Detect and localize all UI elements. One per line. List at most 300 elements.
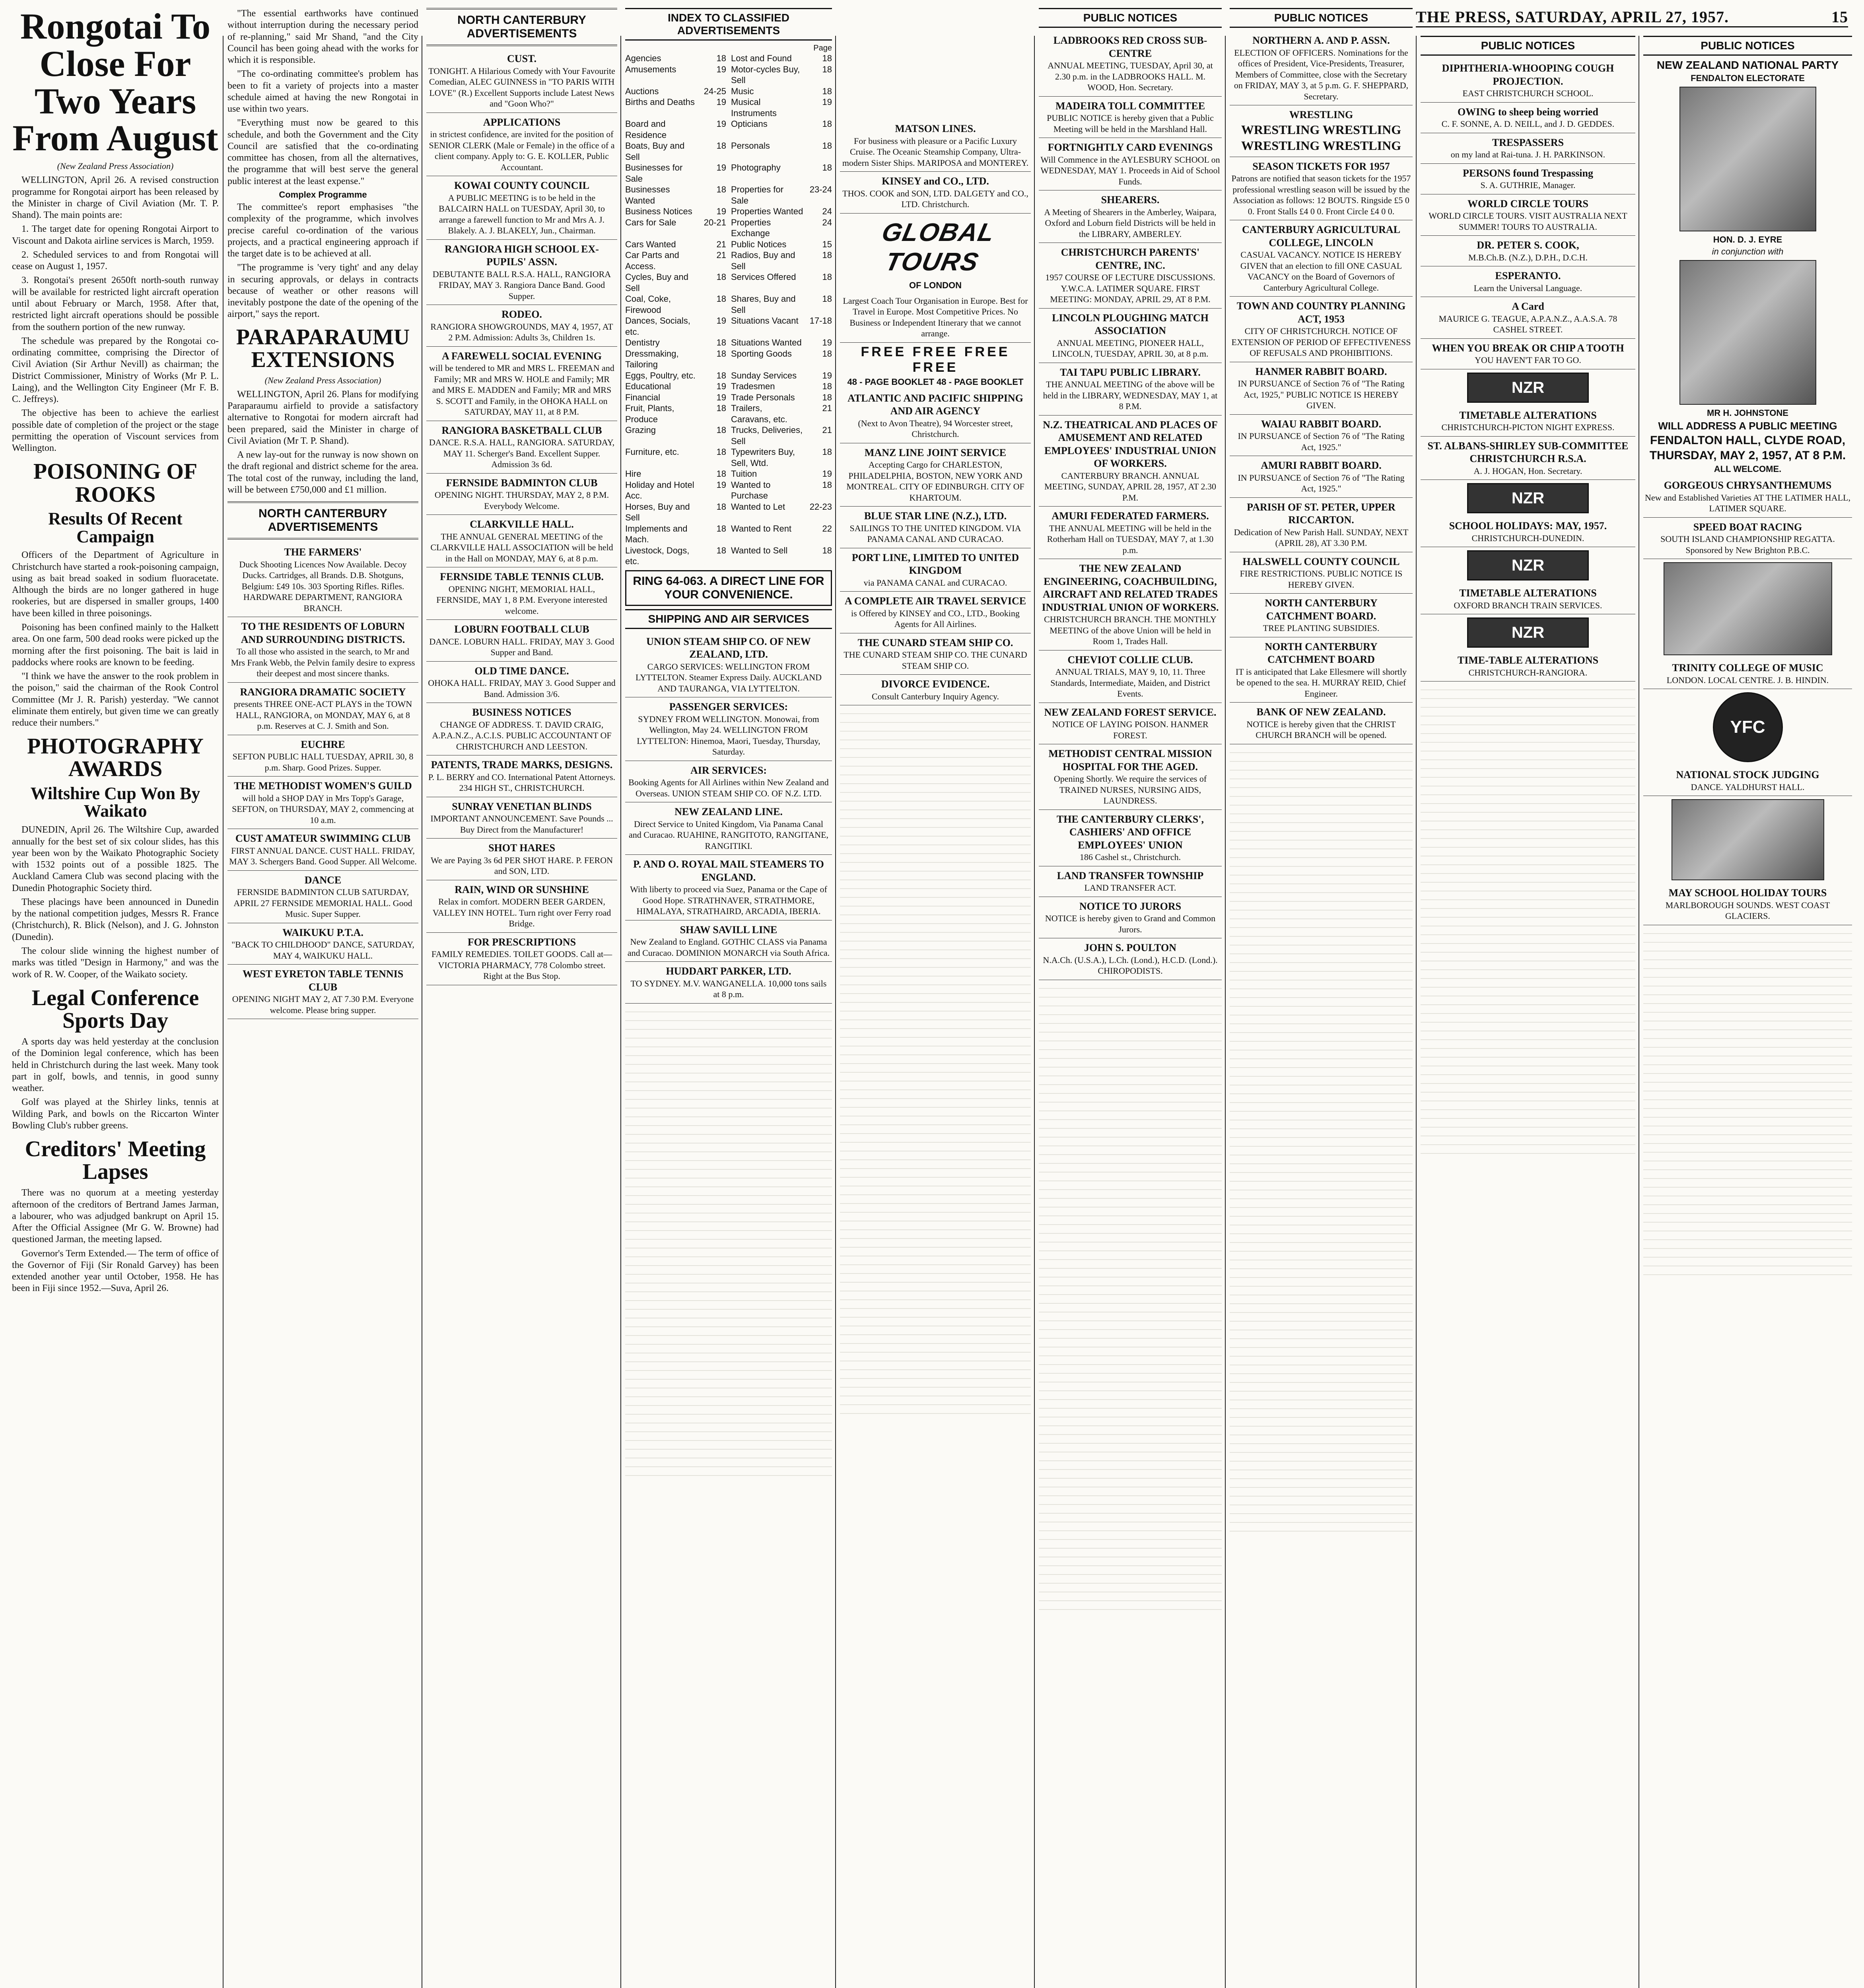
classified-ad <box>1039 559 1222 650</box>
index-entry: Properties Wanted <box>731 206 803 216</box>
index-page: 19 <box>716 480 726 490</box>
index-page: 21 <box>716 239 726 249</box>
photography-headline: PHOTOGRAPHY AWARDS <box>27 734 204 782</box>
classified-ad <box>625 761 832 803</box>
ad-text: FIRST ANNUAL DANCE. CUST HALL. FRIDAY, MAY 3. Schergers Band. Good Supper. All Welcome. <box>229 845 417 867</box>
index-page: 18 <box>716 141 726 151</box>
index-page: 18 <box>822 250 832 260</box>
ad-title: NOTICE TO JURORS <box>1079 900 1182 912</box>
ad-text: Relax in comfort. MODERN BEER GARDEN, VALLEY INN HOTEL. Turn right over Ferry road Bridge. <box>432 897 611 928</box>
ad-title: TO THE RESIDENTS OF LOBURN AND SURROUNDING DISTRICTS. <box>241 621 405 645</box>
paragraph: The objective has been to achieve the earliest possible date of completion of the project or the stage permitting the operation of Viscount services from Wellington. <box>12 408 219 454</box>
classified-ad <box>1230 157 1413 221</box>
paraparaumu-story <box>227 389 418 496</box>
index-page: 18 <box>822 294 832 304</box>
fine-print <box>625 1004 832 1481</box>
ad-title: DIPHTHERIA-WHOOPING COUGH PROJECTION. <box>1442 62 1614 87</box>
index-entry: Livestock, Dogs, etc. <box>625 545 690 566</box>
classified-ad <box>1039 190 1222 243</box>
classified-ad <box>840 443 1031 507</box>
nzr-logo: NZR <box>1467 617 1589 648</box>
ad-text: ELECTION OF OFFICERS. Nominations for the offices of President, Vice-Presidents, Treasurer, Members of Committee, close with the Secretary on FRIDAY, MAY 3, at 5 p.m. G. F. SHEPPARD, Secretary. <box>1234 47 1409 101</box>
ad-title: A FAREWELL SOCIAL EVENING <box>442 350 602 362</box>
section-bar: PUBLIC NOTICES <box>1230 8 1413 28</box>
ad-text: TO SYDNEY. M.V. WANGANELLA. 10,000 tons sails at 8 p.m. <box>630 978 827 999</box>
ad-title: KOWAI COUNTY COUNCIL <box>454 180 589 191</box>
index-entry: Wanted to Purchase <box>731 480 771 501</box>
rooks-subhead: Results Of Recent Campaign <box>48 509 183 546</box>
index-entry: Trucks, Deliveries, Sell <box>731 425 803 446</box>
index-page: 23-24 <box>809 184 832 194</box>
column-rule <box>620 36 621 1988</box>
ad-title: DANCE <box>304 874 342 886</box>
classified-ad <box>1039 507 1222 559</box>
index-entry: Trailers, Caravans, etc. <box>731 403 787 424</box>
column-rule <box>223 36 224 1988</box>
classified-ad <box>227 923 418 965</box>
photo-caption: MR H. JOHNSTONE <box>1707 408 1788 418</box>
ad-text: OXFORD BRANCH TRAIN SERVICES. <box>1454 600 1602 610</box>
index-entry: Board and Residence <box>625 119 667 140</box>
ad-title: PERSONS found Trespassing <box>1462 167 1593 179</box>
classified-ad <box>1039 363 1222 415</box>
index-entry: Wanted to Let <box>731 501 785 512</box>
ad-text: SEFTON PUBLIC HALL TUESDAY, APRIL 30, 8 p.m. Sharp. Good Prizes. Supper. <box>232 751 414 773</box>
ad-text: ANNUAL MEETING, TUESDAY, April 30, at 2.30 p.m. in the LADBROOKS HALL. M. WOOD, Hon. Secretary. <box>1048 60 1213 92</box>
ad-title: THE NEW ZEALAND ENGINEERING, COACHBUILDING, AIRCRAFT AND RELATED TRADES INDUSTRIAL UNION OF WORKERS. <box>1042 563 1219 613</box>
legal-headline: Legal Conference Sports Day <box>31 985 199 1033</box>
ad-title: AMURI RABBIT BOARD. <box>1261 460 1382 471</box>
ad-title: SHEARERS. <box>1101 194 1160 206</box>
classified-ad <box>426 933 617 985</box>
classified-ad <box>840 389 1031 443</box>
classified-ad <box>227 965 418 1019</box>
classified-ad <box>227 617 418 683</box>
index-entry: Agencies <box>625 53 661 63</box>
ad-text: OPENING NIGHT MAY 2, AT 7.30 P.M. Everyone welcome. Please bring supper. <box>232 994 414 1015</box>
ad-text: M.B.Ch.B. (N.Z.), D.P.H., D.C.H. <box>1468 252 1588 262</box>
classified-ad <box>1643 658 1852 689</box>
index-page: 18 <box>822 141 832 151</box>
index-table <box>625 53 832 567</box>
column-3 <box>426 8 617 1988</box>
ad-text: Direct Service to United Kingdom, Via Panama Canal and Curacao. RUAHINE, RANGITOTO, RANGITANE, RANGITIKI. <box>628 819 829 851</box>
ad-text: THE CUNARD STEAM SHIP CO. THE CUNARD STEAM SHIP CO. <box>844 650 1027 671</box>
ad-text: FIRE RESTRICTIONS. PUBLIC NOTICE IS HEREBY GIVEN. <box>1240 569 1403 590</box>
paragraph: The committee's report emphasises "the complexity of the programme, which involves precise careful co-ordination of the various projects, and a practical engineering approach if the target date is to be achieved at all. <box>227 202 418 259</box>
classified-ad <box>426 567 617 620</box>
classified-ad <box>1643 518 1852 559</box>
ad-title: DIVORCE EVIDENCE. <box>881 678 990 690</box>
ad-title: CHRISTCHURCH PARENTS' CENTRE, INC. <box>1061 247 1200 271</box>
column-5 <box>840 8 1031 1988</box>
ad-title: OLD TIME DANCE. <box>474 665 569 677</box>
ad-title: WEST EYRETON TABLE TENNIS CLUB <box>242 968 404 993</box>
ad-title: FORTNIGHTLY CARD EVENINGS <box>1048 142 1213 153</box>
ad-text: PUBLIC NOTICE is hereby given that a Public Meeting will be held in the Marshland Hall. <box>1047 113 1214 134</box>
ad-text: CARGO SERVICES: WELLINGTON FROM LYTTELTON. Steamer Express Daily. AUCKLAND AND TAURANGA, VIA LYTTELTON. <box>635 661 822 693</box>
ad-title: CHEVIOT COLLIE CLUB. <box>1067 654 1193 666</box>
global-tours-sub: OF LONDON <box>909 280 962 290</box>
index-page: 18 <box>822 163 832 173</box>
column-2 <box>227 8 418 1988</box>
index-entry: Coal, Coke, Firewood <box>625 294 671 315</box>
paragraph: WELLINGTON, April 26. A revised construction programme for Rongotai airport has been released by the Minister in charge of Civil Aviation (Mr. T. P. Shand). The main points are: <box>12 175 219 221</box>
paragraph: The schedule was prepared by the Rongotai co-ordinating committee, comprising the Director of Civil Aviation (Sir Arthur Nevill) as chairman; the District Commissioner, Ministry of Works (Mr P. L. Laing), and the Wellington City Engineer (Mr F. B. C. Jeffreys). <box>12 336 219 405</box>
classified-ad <box>426 703 617 755</box>
ad-title: HANMER RABBIT BOARD. <box>1255 365 1387 377</box>
index-entry: Musical Instruments <box>731 97 777 118</box>
section-bar: NORTH CANTERBURY ADVERTISEMENTS <box>426 8 617 46</box>
ad-title: CUST. <box>507 53 536 64</box>
paragraph: "The programme is 'very tight' and any delay in securing approvals, or delays in contracts because of weather or other reasons will inevitably postpone the date of the opening of the airport," says the report. <box>227 262 418 320</box>
ad-title: WAIAU RABBIT BOARD. <box>1261 418 1382 430</box>
paragraph: Golf was played at the Shirley links, tennis at Wilding Park, and bowls on the Riccarton Winter Bowling Club's rubber greens. <box>12 1097 219 1131</box>
subhead: Complex Programme <box>279 189 367 200</box>
index-entry: Lost and Found <box>731 53 792 63</box>
ad-text: Accepting Cargo for CHARLESTON, PHILADELPHIA, BOSTON, NEW YORK AND MONTREAL. CITY OF EDINBURGH. CITY OF KHARTOUM. <box>846 460 1024 503</box>
classified-ad <box>1039 415 1222 507</box>
index-continued-space <box>840 8 1031 119</box>
classified-ad <box>1643 883 1852 925</box>
ad-text: SAILINGS TO THE UNITED KINGDOM. VIA PANAMA CANAL AND CURACAO. <box>849 523 1021 544</box>
index-entry: Hire <box>625 469 641 479</box>
classified-ad <box>1039 31 1222 97</box>
ad-text: NOTICE OF LAYING POISON. HANMER FOREST. <box>1052 719 1209 740</box>
index-page: 18 <box>716 469 726 479</box>
ad-title: RANGIORA DRAMATIC SOCIETY <box>240 686 406 698</box>
ad-text: MAURICE G. TEAGUE, A.P.A.N.Z., A.A.S.A. 78 CASHEL STREET. <box>1438 313 1617 334</box>
ad-title: AIR SERVICES: <box>690 764 767 776</box>
ad-title: NATIONAL STOCK JUDGING <box>1676 769 1819 780</box>
column-6 <box>1039 8 1222 1988</box>
ad-title: LAND TRANSFER TOWNSHIP <box>1057 870 1204 881</box>
ad-text: THOS. COOK and SON, LTD. DALGETY and CO., LTD. Christchurch. <box>842 188 1028 209</box>
ad-title: ESPERANTO. <box>1495 270 1561 282</box>
ad-title: TOWN AND COUNTRY PLANNING ACT, 1953 <box>1236 300 1406 325</box>
ad-text: Booking Agents for All Airlines within New Zealand and Overseas. UNION STEAM SHIP CO. OF N.Z. LTD. <box>628 777 829 798</box>
ad-title: SEASON TICKETS FOR 1957 <box>1252 160 1390 172</box>
index-entry: Horses, Buy and Sell <box>625 501 690 522</box>
index-page: 24 <box>822 206 832 216</box>
ad-text: A. J. HOGAN, Hon. Secretary. <box>1473 466 1582 476</box>
portrait-photo <box>1679 87 1816 231</box>
column-1 <box>12 8 219 1988</box>
classified-ad <box>426 474 617 515</box>
index-page: 18 <box>822 119 832 129</box>
classified-ad <box>426 755 617 797</box>
ad-title: HALSWELL COUNTY COUNCIL <box>1242 555 1400 567</box>
column-rule <box>1225 36 1226 1988</box>
ad-text: will be tendered to MR and MRS L. FREEMAN and Family; MR and MRS W. HOLE and Family; MR and MRS E. MADDEN and Family; MR and MRS S. SCOTT and Family, in the OHOKA HALL on SATURDAY, MAY 11, at 8 P.M. <box>429 363 614 417</box>
legal-story <box>12 1036 219 1132</box>
classified-ad <box>1039 866 1222 897</box>
ad-title: NORTHERN A. AND P. ASSN. <box>1252 35 1390 46</box>
group-travel-illustration <box>1672 799 1824 880</box>
index-page: 19 <box>716 97 726 107</box>
ring-notice: RING 64-063. A DIRECT LINE FOR YOUR CONVENIENCE. <box>625 570 832 606</box>
classified-ad <box>1039 97 1222 138</box>
rooks-story <box>12 549 219 729</box>
index-page: 19 <box>716 163 726 173</box>
index-entry: Births and Deaths <box>625 97 695 107</box>
index-entry: Cars for Sale <box>625 217 676 227</box>
ad-title: MAY SCHOOL HOLIDAY TOURS <box>1668 887 1827 899</box>
classified-ad <box>840 548 1031 592</box>
ad-title: A Card <box>1512 301 1544 312</box>
ad-title: FOR PRESCRIPTIONS <box>467 936 576 948</box>
ad-text: CASUAL VACANCY. NOTICE IS HEREBY GIVEN that an election to fill ONE CASUAL VACANCY on the Board of Governors of Canterbury Agricultural College. <box>1240 250 1402 293</box>
index-page: 18 <box>716 184 726 194</box>
ad-text: CHANGE OF ADDRESS. T. DAVID CRAIG, A.P.A.N.Z., A.C.I.S. PUBLIC ACCOUNTANT OF CHRISTCHURCH AND LEESTON. <box>432 719 612 751</box>
ad-text: SYDNEY FROM WELLINGTON. Monowai, from Wellington, May 24. WELLINGTON FROM LYTTELTON: Hinemoa, Maori, Tuesday, Thursday, Saturday. <box>637 714 820 757</box>
ad-text: MARLBOROUGH SOUNDS. WEST COAST GLACIERS. <box>1665 900 1830 921</box>
ad-text: via PANAMA CANAL and CURACAO. <box>863 577 1007 588</box>
ad-title: A COMPLETE AIR TRAVEL SERVICE <box>844 595 1026 607</box>
fine-print <box>1039 980 1222 1616</box>
ad-title: PORT LINE, LIMITED TO UNITED KINGDOM <box>851 551 1019 576</box>
classified-ad <box>1421 651 1635 681</box>
creditors-headline: Creditors' Meeting Lapses <box>25 1137 206 1184</box>
index-entry: Dances, Socials, etc. <box>625 316 690 337</box>
index-page: 18 <box>716 272 726 282</box>
page-number: 15 <box>1831 8 1848 26</box>
ad-text: YOU HAVEN'T FAR TO GO. <box>1475 355 1581 365</box>
ad-title: MANZ LINE JOINT SERVICE <box>864 447 1007 458</box>
index-entry: Auctions <box>625 86 659 96</box>
ad-text: TREE PLANTING SUBSIDIES. <box>1263 623 1380 633</box>
ad-text: New Zealand to England. GOTHIC CLASS via Panama and Curacao. DOMINION MONARCH via South Africa. <box>627 937 830 958</box>
ad-title: TIMETABLE ALTERATIONS <box>1459 409 1597 421</box>
ad-text: CHRISTCHURCH-PICTON NIGHT EXPRESS. <box>1441 422 1615 432</box>
classified-ad <box>625 802 832 855</box>
classified-ad <box>1230 456 1413 498</box>
meeting-notice: WILL ADDRESS A PUBLIC MEETING <box>1658 420 1837 432</box>
ad-title: ST. ALBANS-SHIRLEY SUB-COMMITTEE CHRISTCHURCH R.S.A. <box>1427 440 1629 464</box>
index-page: 21 <box>716 250 726 260</box>
masthead <box>1416 6 1848 27</box>
classified-ad <box>1421 339 1635 369</box>
ad-title: THE METHODIST WOMEN'S GUILD <box>234 780 412 792</box>
paragraph: "Everything must now be geared to this schedule, and both the Government and the City Council are satisfied that the co-ordinating committee has chosen, from all the alternatives, the programme that will best serve the general public interest at the least expense." <box>227 118 418 186</box>
ad-text: ANNUAL MEETING, PIONEER HALL, LINCOLN, TUESDAY, APRIL 30, at 8 p.m. <box>1052 338 1209 359</box>
paragraph: 3. Rongotai's present 2650ft north-south runway will be available for restricted light aircraft operation until about February or March, 1958. After that, restricted light aircraft operations should be possible from the southern portion of the new runway. <box>12 275 219 332</box>
ad-text: (Next to Avon Theatre), 94 Worcester street, Christchurch. <box>858 418 1013 439</box>
index-page: 22 <box>822 523 832 534</box>
classified-ad <box>1421 406 1635 437</box>
ad-text: A Meeting of Shearers in the Amberley, Waipara, Oxford and Loburn field Districts will be held in the LIBRARY, AMBERLEY. <box>1044 207 1217 239</box>
index-page: 19 <box>822 97 832 107</box>
paragraph: These placings have been announced in Dunedin by the national competition judges, Messrs R. France (Christchurch), R. Blick (Nelson), and J. G. Johnston (Dunedin). <box>12 897 219 942</box>
index-entry: Personals <box>731 141 770 151</box>
index-entry: Shares, Buy and Sell <box>731 294 796 315</box>
ad-text: We are Paying 3s 6d PER SHOT HARE. P. FERON and SON, LTD. <box>430 855 613 876</box>
index-entry: Businesses Wanted <box>625 184 670 206</box>
ad-title: LADBROOKS RED CROSS SUB-CENTRE <box>1053 35 1207 59</box>
rongotai-continued-b <box>227 202 418 320</box>
classified-ad <box>1230 297 1413 362</box>
classified-ad <box>840 507 1031 548</box>
press-credit: (New Zealand Press Association) <box>264 375 381 385</box>
index-entry: Implements and Mach. <box>625 523 688 544</box>
index-page: 19 <box>716 206 726 216</box>
ad-title: NEW ZEALAND LINE. <box>674 806 783 817</box>
column-4 <box>625 8 832 1988</box>
classified-ad <box>625 697 832 761</box>
index-page: 18 <box>822 272 832 282</box>
classified-ad <box>426 49 617 113</box>
paragraph: A sports day was held yesterday at the conclusion of the Dominion legal conference, which has been held in Christchurch during the last week. Many took part in golf, bowls, and tennis, in good sunny weather. <box>12 1037 219 1094</box>
column-rule <box>835 36 836 1988</box>
classified-ad <box>1039 138 1222 190</box>
section-bar: PUBLIC NOTICES <box>1039 8 1222 28</box>
meeting-hall: FENDALTON HALL, CLYDE ROAD, <box>1650 434 1846 447</box>
ad-title: WORLD CIRCLE TOURS <box>1467 198 1588 210</box>
paragraph: 2. Scheduled services to and from Rongotai will cease on August 1, 1957. <box>12 249 219 272</box>
ad-text: CHRISTCHURCH-DUNEDIN. <box>1471 533 1584 543</box>
index-entry: Fruit, Plants, Produce <box>625 403 674 424</box>
paragraph: There was no quorum at a meeting yesterday afternoon of the creditors of Bertrand James Jarman, a labourer, who was adjudged bankrupt on April 15. After the Official Assignee (Mr G. W. Browne) had questioned Jarman, the meeting lapsed. <box>12 1188 219 1245</box>
ad-text: THE ANNUAL MEETING will be held in the Rotherham Hall on TUESDAY, MAY 7, at 1.30 p.m. <box>1047 523 1214 555</box>
paragraph: 1. The target date for opening Rongotai Airport to Viscount and Dakota airline services is March, 1959. <box>12 224 219 246</box>
global-tours-logo: GLOBAL TOURS <box>879 217 998 276</box>
ad-text: Will Commence in the AYLESBURY SCHOOL on WEDNESDAY, MAY 1. Proceeds in Aid of School Funds. <box>1040 154 1220 186</box>
rooks-headline: POISONING OF ROOKS <box>33 459 198 507</box>
ad-title: CLARKVILLE HALL. <box>470 518 574 530</box>
ad-title: FERNSIDE TABLE TENNIS CLUB. <box>440 571 604 582</box>
yfc-logo: YFC <box>1713 692 1783 762</box>
ad-text: IN PURSUANCE of Section 76 of "The Rating Act, 1925." <box>1238 472 1405 493</box>
electorate: FENDALTON ELECTORATE <box>1691 73 1805 83</box>
classified-ad <box>840 592 1031 633</box>
ad-text: THE ANNUAL GENERAL MEETING of the CLARKVILLE HALL ASSOCIATION will be held in the Hall on MONDAY, MAY 6, at 8 p.m. <box>430 531 613 563</box>
welcome-text: ALL WELCOME. <box>1714 464 1782 474</box>
ad-text: will hold a SHOP DAY in Mrs Topp's Garage, SEFTON, on THURSDAY, MAY 2, commencing at 10 a.m. <box>232 793 414 825</box>
classified-ad <box>426 880 617 933</box>
index-entry: Music <box>731 86 754 96</box>
paragraph: WELLINGTON, April 26. Plans for modifying Paraparaumu airfield to provide a satisfactory alternative to Rongotai for modern aircraft had been prepared, said the Minister in charge of Civil Aviation (Mr T. P. Shand). <box>227 389 418 446</box>
index-entry: Educational <box>625 381 671 391</box>
ad-title: THE CANTERBURY CLERKS', CASHIERS' AND OFFICE EMPLOYEES' UNION <box>1056 813 1204 851</box>
ad-text: IN PURSUANCE of Section 76 of "The Rating Act, 1925," PUBLIC NOTICE IS HEREBY GIVEN. <box>1238 379 1405 410</box>
index-entry: Situations Vacant <box>731 316 799 326</box>
index-entry: Business Notices <box>625 206 692 216</box>
classified-ad <box>426 347 617 421</box>
ad-title: RANGIORA BASKETBALL CLUB <box>441 424 602 436</box>
ad-text: NOTICE is hereby given to Grand and Common Jurors. <box>1045 913 1216 934</box>
paragraph: The colour slide winning the highest number of marks was titled "Design in Harmony," and was the work of R. W. Cooper, of the Waikato society. <box>12 946 219 980</box>
ad-text: CHRISTCHURCH BRANCH. THE MONTHLY MEETING of the above Union will be held in Room 1, Trades Hall. <box>1044 614 1217 646</box>
classified-ad <box>1039 938 1222 980</box>
ad-title: SUNRAY VENETIAN BLINDS <box>452 800 592 812</box>
section-bar: PUBLIC NOTICES <box>1421 36 1635 56</box>
ad-title: KINSEY and CO., LTD. <box>882 175 989 187</box>
index-page: 18 <box>822 64 832 74</box>
paragraph: A new lay-out for the runway is now shown on the draft regional and district scheme for the area. The total cost of the runway, including the land, will be between £750,000 and £1 million. <box>227 450 418 495</box>
ad-title: PASSENGER SERVICES: <box>669 701 788 712</box>
ad-text: To all those who assisted in the search, to Mr and Mrs Frank Webb, the Pelvin family desire to express their deepest and most sincere thanks. <box>231 646 415 679</box>
ad-title: PARISH OF ST. PETER, UPPER RICCARTON. <box>1247 501 1396 526</box>
index-bar: INDEX TO CLASSIFIED ADVERTISEMENTS <box>625 8 832 41</box>
ad-title: MATSON LINES. <box>895 123 976 134</box>
ad-text: TONIGHT. A Hilarious Comedy with Your Favourite Comedian, ALEC GUINNESS in "TO PARIS WITH LOVE" (R.) Excellent Supports include Latest News and "Goon Who?" <box>428 66 615 109</box>
global-tours-text: Largest Coach Tour Organisation in Europe. Best for Travel in Europe. Most Competitive Prices. No Business or Independent Itinerary that we cannot arrange. <box>840 292 1031 343</box>
classified-ad <box>426 305 617 347</box>
classified-ad <box>227 871 418 923</box>
index-page: 17-18 <box>809 316 832 326</box>
ad-text: EAST CHRISTCHURCH SCHOOL. <box>1462 88 1594 98</box>
ad-title: THE FARMERS' <box>284 546 362 558</box>
classified-ad <box>1421 194 1635 236</box>
index-entry: Properties for Sale <box>731 184 784 206</box>
ad-title: N.Z. THEATRICAL AND PLACES OF AMUSEMENT AND RELATED EMPLOYEES' INDUSTRIAL UNION OF WORKERS. <box>1043 419 1218 469</box>
ad-title: GORGEOUS CHRYSANTHEMUMS <box>1664 480 1832 491</box>
paragraph: "The co-ordinating committee's problem has been to fit a variety of projects into a master schedule aimed at having the new Rongotai in use within two years. <box>227 69 418 115</box>
nzr-logo: NZR <box>1467 373 1589 403</box>
nzr-logo: NZR <box>1467 550 1589 580</box>
classified-ad <box>1230 31 1413 105</box>
lead-headline: Rongotai To Close For Two Years From August <box>12 8 218 159</box>
index-page: 18 <box>716 348 726 359</box>
index-entry: Wanted to Rent <box>731 523 792 534</box>
ad-text: P. L. BERRY and CO. International Patent Attorneys. 234 HIGH ST., CHRISTCHURCH. <box>428 772 616 793</box>
index-page: 15 <box>822 239 832 249</box>
ad-title: ATLANTIC AND PACIFIC SHIPPING AND AIR AGENCY <box>847 392 1023 417</box>
index-entry: Grazing <box>625 425 656 435</box>
index-entry: Radios, Buy and Sell <box>731 250 795 271</box>
classified-ad <box>1039 309 1222 363</box>
paragraph: "The essential earthworks have continued without interruption during the necessary period of re-planning," said Mr Shand, "and the City Council has been going ahead with the works for which it is responsible. <box>227 8 418 66</box>
ad-text: N.A.Ch. (U.S.A.), L.Ch. (Lond.), H.C.D. (Lond.). CHIROPODISTS. <box>1043 955 1218 976</box>
classified-ad <box>840 675 1031 705</box>
classified-ad <box>1230 637 1413 703</box>
speedboat-photo <box>1664 562 1832 655</box>
index-entry: Businesses for Sale <box>625 163 683 184</box>
ad-text: WORLD CIRCLE TOURS. VISIT AUSTRALIA NEXT SUMMER! TOURS TO AUSTRALIA. <box>1429 211 1627 232</box>
classified-ad <box>840 172 1031 214</box>
index-page: 24-25 <box>704 86 726 96</box>
ad-text: For business with pleasure or a Pacific Luxury Cruise. The Oceanic Steamship Company, Ultra-modern Sister Ships. MARIPOSA and MONTEREY. <box>842 136 1029 168</box>
index-page: 18 <box>716 403 726 413</box>
index-page: 18 <box>716 545 726 555</box>
ad-text: is Offered by KINSEY and CO., LTD., Booking Agents for All Airlines. <box>851 608 1020 629</box>
classified-ad <box>1421 133 1635 164</box>
ad-text: IN PURSUANCE of Section 76 of "The Rating Act, 1925." <box>1238 431 1405 452</box>
index-page: 18 <box>822 86 832 96</box>
ad-title: OWING to sheep being worried <box>1458 106 1598 118</box>
index-entry: Holiday and Hotel Acc. <box>625 480 694 501</box>
index-entry: Tradesmen <box>731 381 775 391</box>
ad-text: Opening Shortly. We require the services of TRAINED NURSES, NURSING AIDS, LAUNDRESS. <box>1053 774 1207 806</box>
ad-title: UNION STEAM SHIP CO. OF NEW ZEALAND, LTD. <box>646 635 811 660</box>
index-page: 20-21 <box>704 217 726 227</box>
ad-text: Consult Canterbury Inquiry Agency. <box>872 691 999 701</box>
ad-title: DR. PETER S. COOK, <box>1477 239 1579 251</box>
ad-title: TIMETABLE ALTERATIONS <box>1459 587 1597 599</box>
ad-title: HUDDART PARKER, LTD. <box>666 965 791 977</box>
ad-text: New and Established Varieties AT THE LATIMER HALL, LATIMER SQUARE. <box>1645 492 1850 513</box>
free-label: FREE FREE FREE FREE <box>861 344 1010 375</box>
index-entry: Motor-cycles Buy, Sell <box>731 64 800 85</box>
index-entry: Wanted to Sell <box>731 545 788 555</box>
index-page: 18 <box>716 501 726 512</box>
ad-text: S. A. GUTHRIE, Manager. <box>1480 180 1576 190</box>
index-page: 18 <box>716 338 726 348</box>
ad-title: JOHN S. POULTON <box>1084 942 1176 953</box>
index-page: 18 <box>822 545 832 555</box>
ad-title: LINCOLN PLOUGHING MATCH ASSOCIATION <box>1052 312 1209 336</box>
classified-ad <box>1230 552 1413 594</box>
